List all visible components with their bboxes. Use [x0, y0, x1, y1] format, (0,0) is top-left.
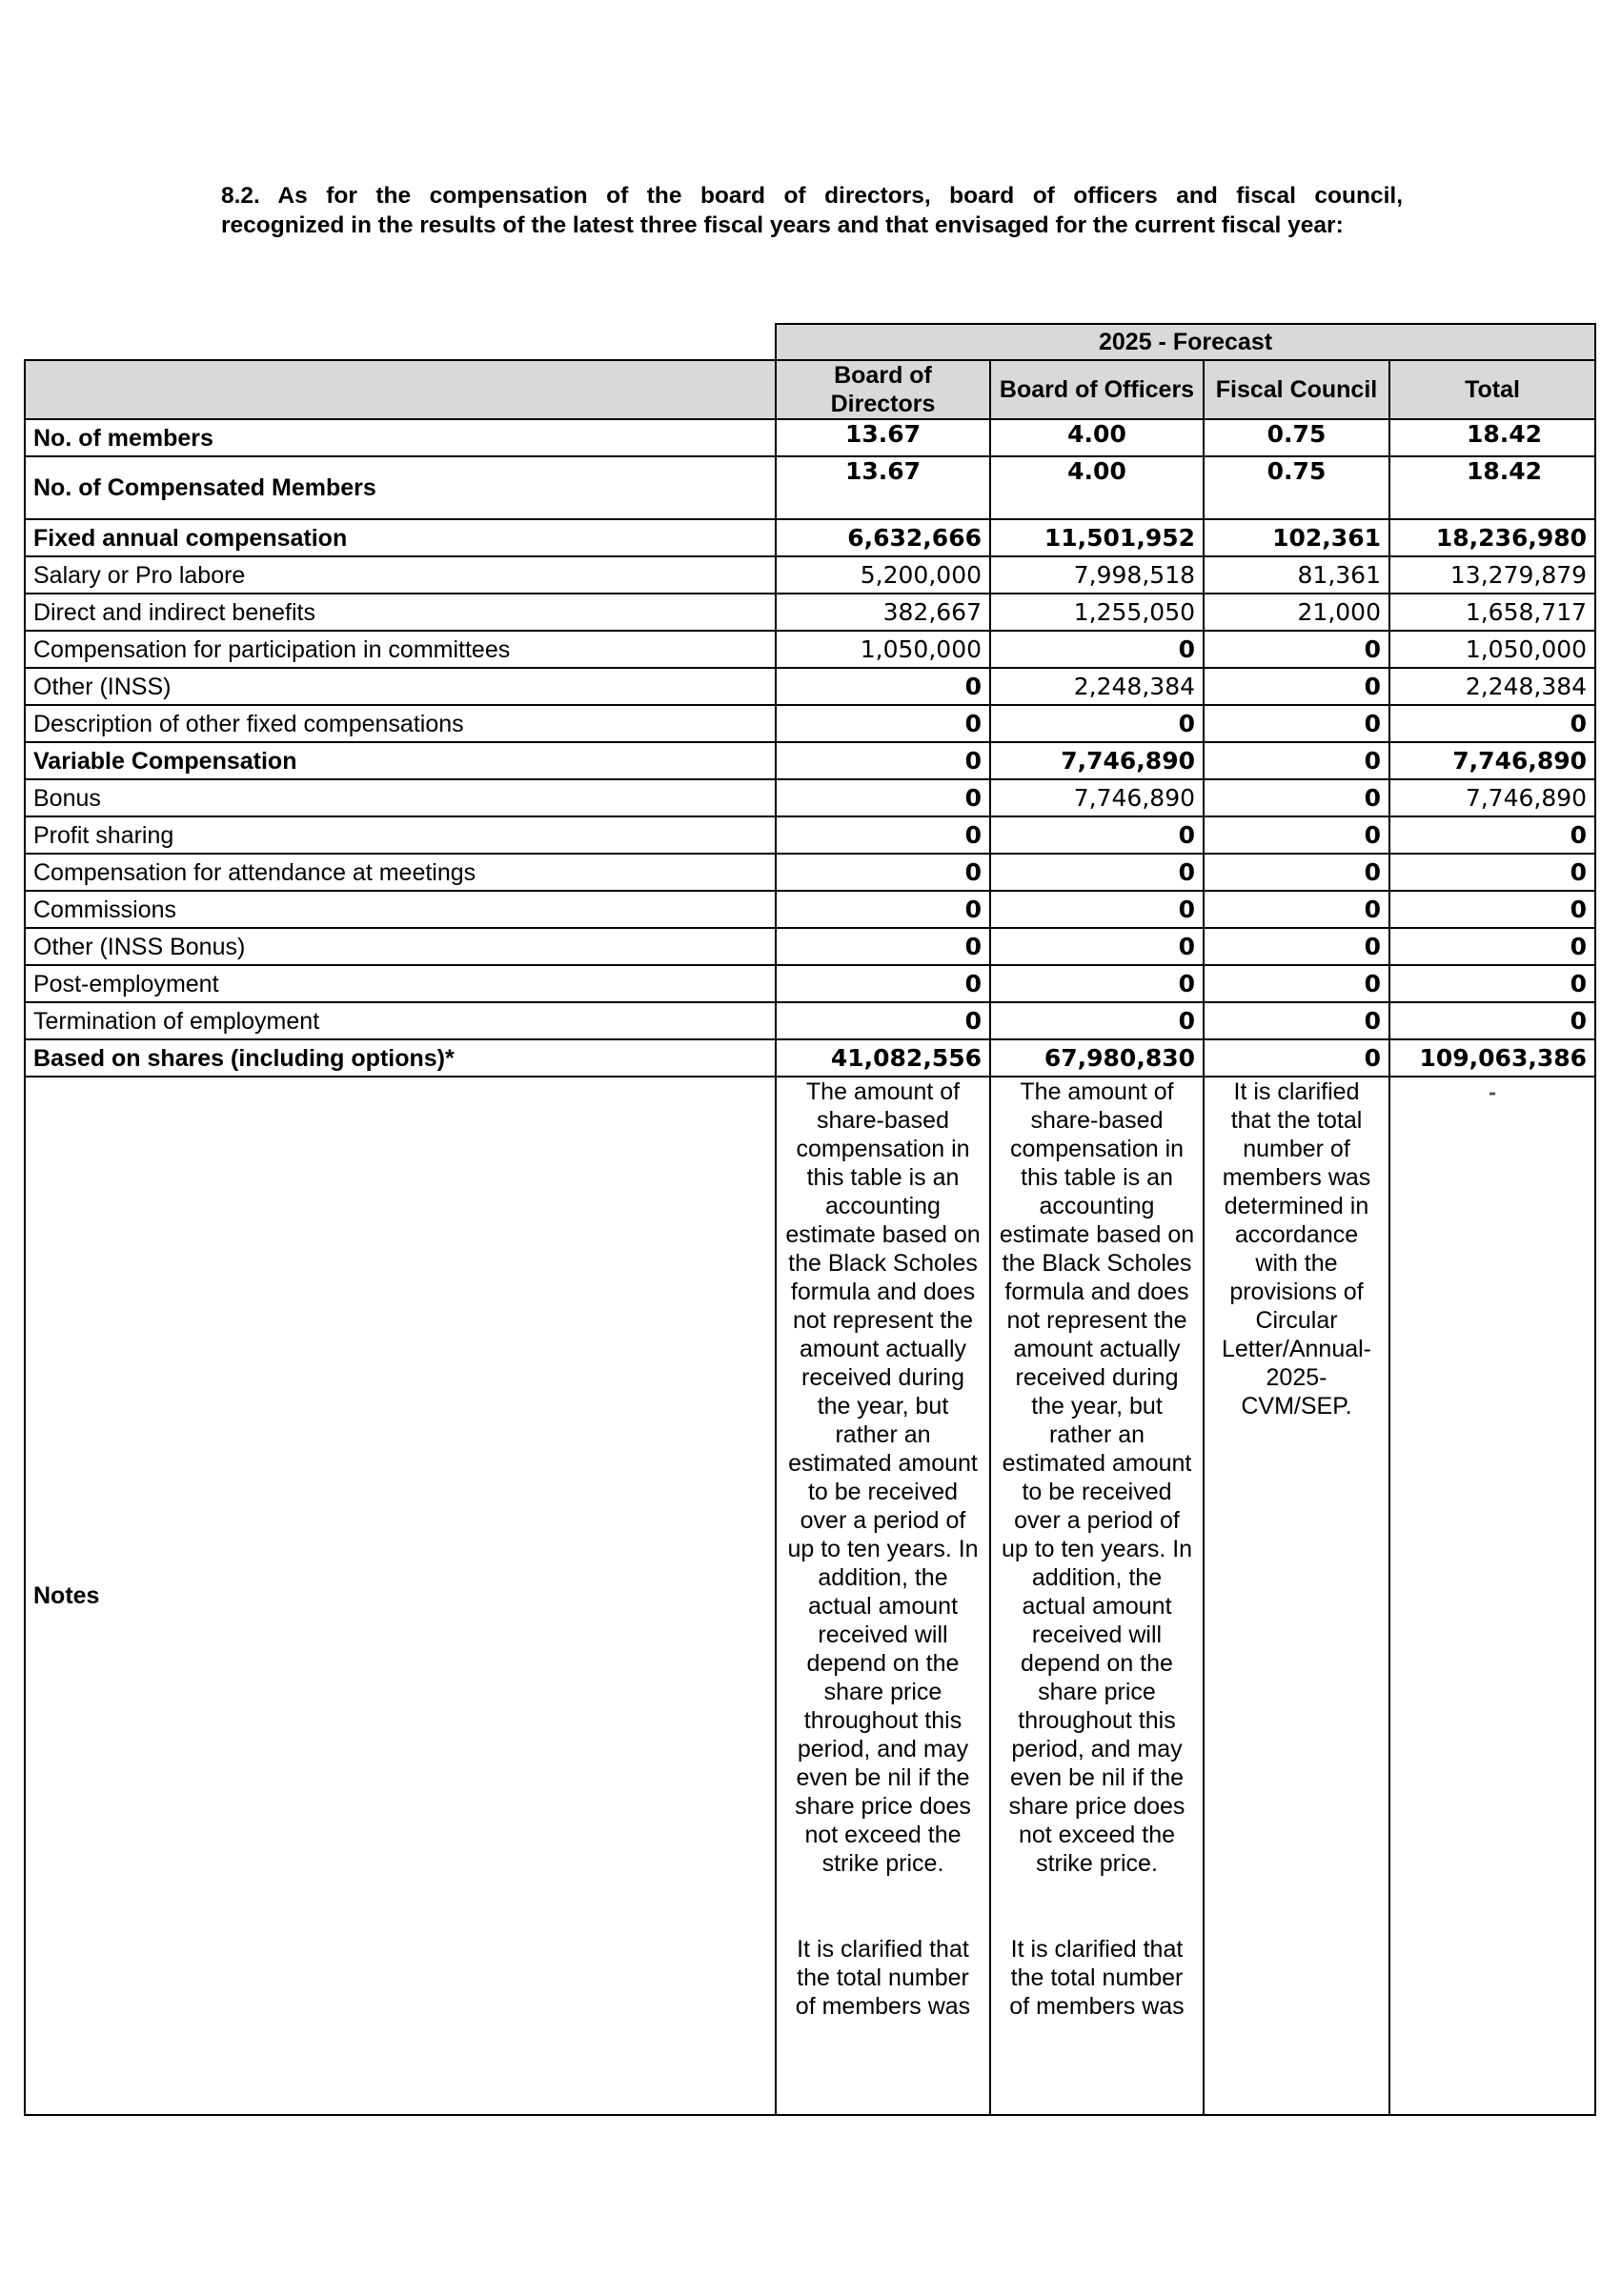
- row-label: Based on shares (including options)*: [25, 1039, 776, 1077]
- members-directors: 13.67: [776, 419, 990, 456]
- cell-directors: 41,082,556: [776, 1039, 990, 1077]
- row-label: Post-employment: [25, 965, 776, 1002]
- row-label: Bonus: [25, 779, 776, 816]
- cell-directors: 0: [776, 1002, 990, 1039]
- cell-officers: 0: [990, 891, 1204, 928]
- cell-directors: 0: [776, 742, 990, 779]
- table-row: [25, 965, 1595, 1002]
- row-label: Other (INSS): [25, 668, 776, 705]
- cell-fiscal: 81,361: [1204, 556, 1389, 594]
- row-label: Profit sharing: [25, 816, 776, 854]
- cell-total: 0: [1389, 816, 1595, 854]
- column-header-row: [25, 360, 1595, 419]
- members-fiscal: 0.75: [1204, 419, 1389, 456]
- blank-cell: [25, 324, 776, 360]
- cell-total: 7,746,890: [1389, 779, 1595, 816]
- table-row: [25, 854, 1595, 891]
- members-officers: 4.00: [990, 419, 1204, 456]
- row-label: No. of Compensated Members: [25, 456, 776, 519]
- notes-directors: [776, 1077, 990, 2115]
- cell-officers: 0: [990, 816, 1204, 854]
- cell-directors: 0: [776, 668, 990, 705]
- forecast-header: 2025 - Forecast: [776, 324, 1595, 360]
- cell-fiscal: 0: [1204, 928, 1389, 965]
- row-label: Fixed annual compensation: [25, 519, 776, 556]
- table-row: [25, 519, 1595, 556]
- heading-line-2: recognized in the results of the latest three fiscal years and that envisaged for the current fiscal year:: [221, 212, 1344, 238]
- cell-officers: 11,501,952: [990, 519, 1204, 556]
- row-label: Commissions: [25, 891, 776, 928]
- notes-total: [1389, 1077, 1595, 2115]
- cell-fiscal: 21,000: [1204, 594, 1389, 631]
- notes-row: [25, 1077, 1595, 2115]
- notes-fiscal: It is clarified that the total number of members was determined in accordance with the provisions of Circular Letter/Annual-2025-CVM/SEP.: [1204, 1077, 1389, 2115]
- row-label: Compensation for attendance at meetings: [25, 854, 776, 891]
- cell-directors: 1,050,000: [776, 631, 990, 668]
- col-header-directors: Board of Directors: [776, 360, 990, 419]
- row-label: Salary or Pro labore: [25, 556, 776, 594]
- row-label: Direct and indirect benefits: [25, 594, 776, 631]
- cell-officers: 0: [990, 705, 1204, 742]
- cell-directors: 0: [776, 705, 990, 742]
- cell-fiscal: 0: [1204, 1039, 1389, 1077]
- notes-officers-extra: It is clarified that the total number of members was: [1009, 1936, 1185, 2020]
- cell-officers: 1,255,050: [990, 594, 1204, 631]
- cell-total: 109,063,386: [1389, 1039, 1595, 1077]
- cell-directors: 0: [776, 854, 990, 891]
- compensated-total: 18.42: [1389, 456, 1595, 519]
- heading-line-1: 8.2. As for the compensation of the board of directors, board of officers and fiscal council,: [221, 183, 1403, 209]
- cell-total: 13,279,879: [1389, 556, 1595, 594]
- table-row: [25, 631, 1595, 668]
- table-row: [25, 816, 1595, 854]
- row-label: No. of members: [25, 419, 776, 456]
- col-header-officers: Board of Officers: [990, 360, 1204, 419]
- cell-officers: 7,746,890: [990, 742, 1204, 779]
- table-row: [25, 891, 1595, 928]
- compensated-row: [25, 456, 1595, 519]
- table-row: [25, 1039, 1595, 1077]
- cell-officers: 67,980,830: [990, 1039, 1204, 1077]
- cell-directors: 0: [776, 965, 990, 1002]
- cell-officers: 7,746,890: [990, 779, 1204, 816]
- compensated-directors: 13.67: [776, 456, 990, 519]
- cell-fiscal: 102,361: [1204, 519, 1389, 556]
- notes-officers-main: The amount of share-based compensation in this table is an accounting estimate based on the Black Scholes formula and does not represent the amount actually received during the year, but rather an estimated amount to be received over a period of up to ten years. In addition, the actual amount received will depend on the share price throughout this period, and may even be nil if the share price does not exceed the strike price.: [999, 1078, 1195, 1877]
- notes-label: Notes: [25, 1077, 776, 2115]
- cell-total: 0: [1389, 1002, 1595, 1039]
- cell-total: 0: [1389, 891, 1595, 928]
- cell-directors: 382,667: [776, 594, 990, 631]
- cell-officers: 0: [990, 631, 1204, 668]
- table-row: [25, 779, 1595, 816]
- row-label: Other (INSS Bonus): [25, 928, 776, 965]
- table-row: [25, 928, 1595, 965]
- cell-fiscal: 0: [1204, 965, 1389, 1002]
- cell-total: 1,050,000: [1389, 631, 1595, 668]
- row-label: Variable Compensation: [25, 742, 776, 779]
- cell-fiscal: 0: [1204, 854, 1389, 891]
- notes-directors-extra: It is clarified that the total number of members was: [795, 1936, 971, 2020]
- forecast-header-row: [25, 324, 1595, 360]
- cell-directors: 0: [776, 816, 990, 854]
- compensation-table: [24, 323, 1596, 2116]
- table-row: [25, 594, 1595, 631]
- cell-officers: 2,248,384: [990, 668, 1204, 705]
- members-row: [25, 419, 1595, 456]
- cell-total: 0: [1389, 928, 1595, 965]
- cell-total: 1,658,717: [1389, 594, 1595, 631]
- cell-directors: 0: [776, 891, 990, 928]
- col-header-total: Total: [1389, 360, 1595, 419]
- cell-total: 0: [1389, 854, 1595, 891]
- cell-fiscal: 0: [1204, 891, 1389, 928]
- section-heading: [221, 181, 1403, 240]
- cell-fiscal: 0: [1204, 816, 1389, 854]
- cell-officers: 0: [990, 1002, 1204, 1039]
- cell-total: 2,248,384: [1389, 668, 1595, 705]
- cell-directors: 0: [776, 928, 990, 965]
- row-label: Description of other fixed compensations: [25, 705, 776, 742]
- cell-total: 0: [1389, 965, 1595, 1002]
- row-label: Compensation for participation in committees: [25, 631, 776, 668]
- table-row: [25, 668, 1595, 705]
- table-row: [25, 705, 1595, 742]
- cell-total: 7,746,890: [1389, 742, 1595, 779]
- cell-fiscal: 0: [1204, 779, 1389, 816]
- cell-total: 18,236,980: [1389, 519, 1595, 556]
- cell-directors: 0: [776, 779, 990, 816]
- table-row: [25, 556, 1595, 594]
- compensated-officers: 4.00: [990, 456, 1204, 519]
- cell-officers: 0: [990, 854, 1204, 891]
- row-label-header: [25, 360, 776, 419]
- row-label: Termination of employment: [25, 1002, 776, 1039]
- cell-fiscal: 0: [1204, 668, 1389, 705]
- cell-officers: 7,998,518: [990, 556, 1204, 594]
- cell-directors: 6,632,666: [776, 519, 990, 556]
- cell-officers: 0: [990, 928, 1204, 965]
- cell-fiscal: 0: [1204, 705, 1389, 742]
- cell-total: 0: [1389, 705, 1595, 742]
- notes-officers: [990, 1077, 1204, 2115]
- col-header-fiscal: Fiscal Council: [1204, 360, 1389, 419]
- members-total: 18.42: [1389, 419, 1595, 456]
- table-row: [25, 1002, 1595, 1039]
- cell-fiscal: 0: [1204, 1002, 1389, 1039]
- notes-total-dash: -: [1488, 1081, 1497, 1104]
- cell-officers: 0: [990, 965, 1204, 1002]
- cell-fiscal: 0: [1204, 742, 1389, 779]
- cell-directors: 5,200,000: [776, 556, 990, 594]
- cell-fiscal: 0: [1204, 631, 1389, 668]
- notes-directors-main: The amount of share-based compensation in this table is an accounting estimate based on the Black Scholes formula and does not represent the amount actually received during the year, but rather an estimated amount to be received over a period of up to ten years. In addition, the actual amount received will depend on the share price throughout this period, and may even be nil if the share price does not exceed the strike price.: [785, 1078, 981, 1877]
- compensated-fiscal: 0.75: [1204, 456, 1389, 519]
- table-row: [25, 742, 1595, 779]
